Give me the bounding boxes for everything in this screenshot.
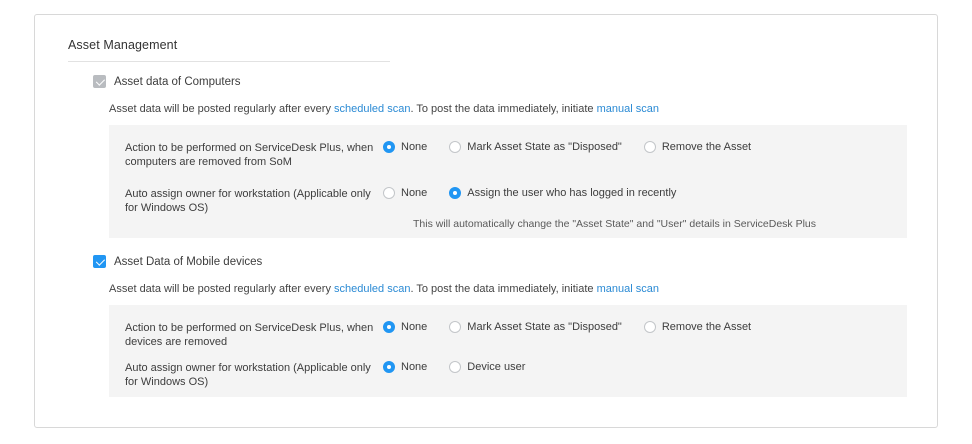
checkbox-asset-data-mobile[interactable] (93, 255, 262, 268)
checkbox-asset-data-computers-label: Asset data of Computers (114, 75, 241, 88)
radio-icon[interactable] (383, 361, 395, 373)
computers-removal-action-options (383, 141, 773, 153)
radio-icon[interactable] (449, 187, 461, 199)
radio-option-computers-removal-remove[interactable] (644, 141, 751, 153)
mobile-auto-assign-options (383, 361, 547, 373)
radio-label: None (401, 187, 428, 199)
computers-row-removal-action (125, 141, 773, 169)
radio-label: Mark Asset State as "Disposed" (467, 141, 622, 153)
scheduled-scan-link-computers[interactable]: scheduled scan (334, 103, 411, 115)
mobile-row-auto-assign-owner (125, 361, 547, 389)
scheduled-scan-link-mobile[interactable]: scheduled scan (334, 283, 411, 295)
computers-description-prefix: Asset data will be posted regularly after every (109, 103, 335, 115)
radio-option-computers-removal-none[interactable] (383, 141, 427, 153)
mobile-description (109, 283, 659, 295)
computers-auto-assign-note: This will automatically change the "Asset State" and "User" details in ServiceDesk Plus (413, 218, 817, 230)
page-title: Asset Management (68, 38, 178, 52)
checkbox-icon[interactable] (93, 75, 106, 88)
radio-option-mobile-autoassign-device-user[interactable] (449, 361, 525, 373)
radio-icon[interactable] (644, 321, 656, 333)
computers-row-auto-assign-owner (125, 187, 698, 215)
radio-label: Remove the Asset (661, 141, 752, 153)
radio-label: Assign the user who has logged in recently (467, 187, 677, 199)
radio-icon[interactable] (383, 321, 395, 333)
computers-row-removal-action-label: Action to be performed on ServiceDesk Plus, when computers are removed from SoM (125, 142, 374, 168)
radio-icon[interactable] (449, 361, 461, 373)
radio-label: Mark Asset State as "Disposed" (467, 321, 622, 333)
radio-option-computers-removal-disposed[interactable] (449, 141, 622, 153)
radio-label: None (401, 361, 428, 373)
radio-option-computers-autoassign-none[interactable] (383, 187, 427, 199)
computers-auto-assign-options (383, 187, 698, 199)
radio-icon[interactable] (644, 141, 656, 153)
checkbox-icon[interactable] (93, 255, 106, 268)
radio-option-mobile-removal-disposed[interactable] (449, 321, 622, 333)
radio-label: None (401, 321, 428, 333)
radio-label: None (401, 141, 428, 153)
radio-option-mobile-removal-none[interactable] (383, 321, 427, 333)
radio-icon[interactable] (449, 321, 461, 333)
mobile-row-auto-assign-owner-label: Auto assign owner for workstation (Applicable only for Windows OS) (125, 362, 371, 388)
radio-option-mobile-autoassign-none[interactable] (383, 361, 427, 373)
radio-label: Remove the Asset (661, 321, 752, 333)
radio-label: Device user (467, 361, 526, 373)
computers-row-auto-assign-owner-label: Auto assign owner for workstation (Applicable only for Windows OS) (125, 188, 371, 214)
computers-options-box (109, 125, 907, 238)
asset-management-panel (34, 14, 938, 428)
mobile-row-removal-action-label: Action to be performed on ServiceDesk Plus, when devices are removed (125, 322, 374, 348)
mobile-description-middle: . To post the data immediately, initiate (410, 283, 597, 295)
radio-icon[interactable] (449, 141, 461, 153)
computers-description (109, 103, 659, 115)
checkbox-asset-data-mobile-label: Asset Data of Mobile devices (114, 255, 263, 268)
manual-scan-link-mobile[interactable]: manual scan (596, 283, 659, 295)
checkbox-asset-data-computers[interactable] (93, 75, 241, 88)
radio-option-mobile-removal-remove[interactable] (644, 321, 751, 333)
manual-scan-link-computers[interactable]: manual scan (596, 103, 659, 115)
computers-description-middle: . To post the data immediately, initiate (410, 103, 597, 115)
radio-icon[interactable] (383, 141, 395, 153)
mobile-description-prefix: Asset data will be posted regularly after every (109, 283, 335, 295)
title-divider (68, 61, 390, 62)
mobile-removal-action-options (383, 321, 773, 333)
mobile-options-box (109, 305, 907, 397)
radio-icon[interactable] (383, 187, 395, 199)
radio-option-computers-autoassign-recent-user[interactable] (449, 187, 676, 199)
mobile-row-removal-action (125, 321, 773, 349)
